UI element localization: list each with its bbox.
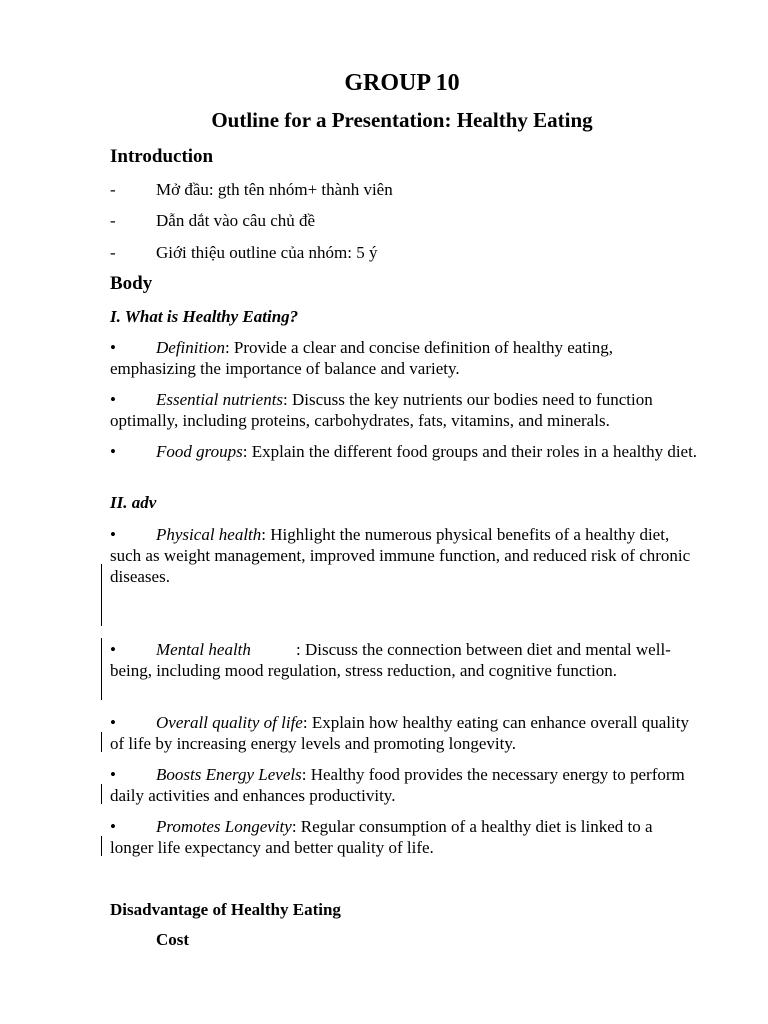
dash-marker: -	[110, 180, 116, 199]
change-bar	[101, 732, 102, 752]
list-item-essential-nutrients	[110, 389, 700, 431]
list-item-energy-levels	[110, 764, 700, 806]
group-title: GROUP 10	[344, 70, 460, 96]
list-item-mental-health	[110, 639, 700, 681]
description: : Explain the different food groups and their roles in a healthy diet.	[242, 442, 698, 461]
change-bar	[101, 836, 102, 856]
description: : Provide a clear and concise definition of healthy eating, emphasizing the importance of balance and variety.	[110, 338, 613, 378]
description: : Discuss the connection between diet and mental well-being, including mood regulation, stress reduction, and cognitive function.	[110, 640, 671, 680]
disadvantage-heading: Disadvantage of Healthy Eating	[110, 900, 341, 919]
bullet-marker: •	[110, 817, 116, 836]
list-item-definition	[110, 337, 700, 379]
term: Food groups	[156, 442, 243, 461]
list-item-physical-health	[110, 524, 700, 587]
change-bar	[101, 564, 102, 626]
term: Boosts Energy Levels	[156, 765, 302, 784]
cost-subheading: Cost	[156, 930, 190, 949]
bullet-marker: •	[110, 442, 116, 461]
body-heading: Body	[110, 273, 153, 294]
term: Essential nutrients	[156, 390, 284, 409]
term: Promotes Longevity	[156, 817, 292, 836]
bullet-marker: •	[110, 640, 116, 659]
term: Mental health	[156, 640, 251, 659]
section2-heading: II. adv	[110, 493, 157, 512]
section1-heading: I. What is Healthy Eating?	[110, 307, 299, 326]
description: : Regular consumption of a healthy diet is linked to a longer life expectancy and better quality of life.	[110, 817, 653, 857]
term: Overall quality of life	[156, 713, 303, 732]
intro-item	[110, 242, 377, 263]
bullet-marker: •	[110, 390, 116, 409]
term: Physical health	[156, 525, 262, 544]
list-item-longevity	[110, 816, 700, 858]
description: : Discuss the key nutrients our bodies need to function optimally, including proteins, carbohydrates, fats, vitamins, and minerals.	[110, 390, 653, 430]
dash-marker: -	[110, 211, 116, 230]
page-title: Outline for a Presentation: Healthy Eating	[211, 108, 593, 132]
intro-item	[110, 210, 315, 231]
bullet-marker: •	[110, 765, 116, 784]
description: : Healthy food provides the necessary energy to perform daily activities and enhances productivity.	[110, 765, 685, 805]
intro-item-text: Dẫn dắt vào câu chủ đề	[156, 211, 316, 230]
term: Definition	[156, 338, 225, 357]
introduction-heading: Introduction	[110, 146, 214, 167]
intro-item	[110, 179, 393, 200]
list-item-overall-quality	[110, 712, 700, 754]
intro-item-text: Mở đầu: gth tên nhóm+ thành viên	[156, 180, 393, 199]
description: : Explain how healthy eating can enhance overall quality of life by increasing energy levels and promoting longevity.	[110, 713, 689, 753]
bullet-marker: •	[110, 713, 116, 732]
change-bar	[101, 784, 102, 804]
intro-item-text: Giới thiệu outline của nhóm: 5 ý	[156, 243, 378, 262]
dash-marker: -	[110, 243, 116, 262]
bullet-marker: •	[110, 338, 116, 357]
list-item-food-groups	[110, 441, 700, 462]
change-bar	[101, 638, 102, 700]
bullet-marker: •	[110, 525, 116, 544]
description: : Highlight the numerous physical benefits of a healthy diet, such as weight management, improved immune function, and reduced risk of chronic diseases.	[110, 525, 691, 586]
